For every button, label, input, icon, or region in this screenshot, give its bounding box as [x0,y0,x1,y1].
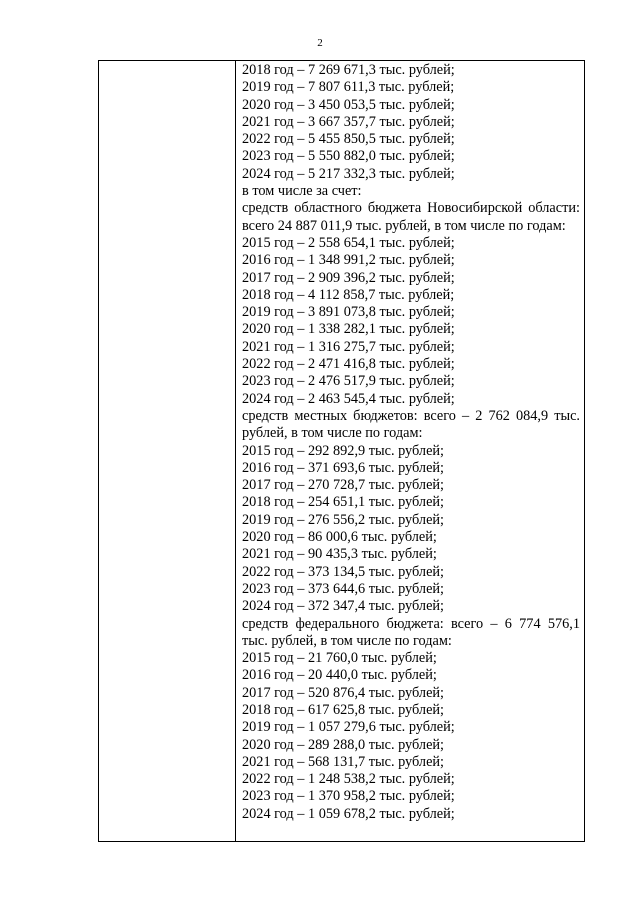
funding-line: 2015 год – 21 760,0 тыс. рублей; [242,650,437,667]
funding-line: 2016 год – 371 693,6 тыс. рублей; [242,459,445,476]
page-number: 2 [317,37,323,49]
funding-paragraph: средств областного бюджета Новосибирской области: всего 24 887 011,9 тыс. рублей, в том числе по годам: [242,200,580,234]
funding-line: 2017 год – 270 728,7 тыс. рублей; [242,477,445,494]
funding-line: 2021 год – 568 131,7 тыс. рублей; [242,753,445,770]
funding-line: 2015 год – 292 892,9 тыс. рублей; [242,442,445,459]
funding-line: 2019 год – 1 057 279,6 тыс. рублей; [242,719,455,736]
funding-line: 2019 год – 276 556,2 тыс. рублей; [242,511,445,528]
funding-line: 2022 год – 2 471 416,8 тыс. рублей; [242,356,455,373]
funding-paragraph: средств местных бюджетов: всего – 2 762 084,9 тыс. рублей, в том числе по годам: [242,407,580,442]
funding-line: 2018 год – 4 112 858,7 тыс. рублей; [242,286,455,303]
funding-line: 2015 год – 2 558 654,1 тыс. рублей; [242,234,455,251]
funding-line: 2024 год – 372 347,4 тыс. рублей; [242,598,445,615]
funding-line: 2019 год – 7 807 611,3 тыс. рублей; [242,79,455,96]
funding-line: 2024 год – 5 217 332,3 тыс. рублей; [242,165,455,182]
table-cell-content [236,61,585,842]
funding-line: 2023 год – 5 550 882,0 тыс. рублей; [242,148,455,165]
funding-line: 2020 год – 86 000,6 тыс. рублей; [242,529,437,546]
funding-line: 2024 год – 2 463 545,4 тыс. рублей; [242,390,455,407]
funding-line: в том числе за счет: [242,183,362,200]
funding-line: 2020 год – 289 288,0 тыс. рублей; [242,736,445,753]
funding-line: 2023 год – 373 644,6 тыс. рублей; [242,580,445,597]
funding-line: 2016 год – 1 348 991,2 тыс. рублей; [242,252,455,269]
funding-line: 2019 год – 3 891 073,8 тыс. рублей; [242,304,455,321]
funding-line: 2018 год – 7 269 671,3 тыс. рублей; [242,62,455,78]
funding-line: 2017 год – 520 876,4 тыс. рублей; [242,684,445,701]
funding-line: 2020 год – 3 450 053,5 тыс. рублей; [242,96,455,113]
funding-line: 2023 год – 2 476 517,9 тыс. рублей; [242,373,455,390]
funding-line: 2021 год – 90 435,3 тыс. рублей; [242,546,437,563]
funding-line: 2018 год – 254 651,1 тыс. рублей; [242,494,445,511]
funding-line: 2022 год – 373 134,5 тыс. рублей; [242,563,445,580]
funding-line: 2024 год – 1 059 678,2 тыс. рублей; [242,805,455,822]
funding-line: 2018 год – 617 625,8 тыс. рублей; [242,701,445,718]
funding-line: 2022 год – 5 455 850,5 тыс. рублей; [242,131,455,148]
table-row [99,61,585,842]
funding-line: 2016 год – 20 440,0 тыс. рублей; [242,667,437,684]
funding-line: 2023 год – 1 370 958,2 тыс. рублей; [242,788,455,805]
funding-line: 2017 год – 2 909 396,2 тыс. рублей; [242,269,455,286]
funding-line: 2021 год – 3 667 357,7 тыс. рублей; [242,113,455,130]
funding-line: 2020 год – 1 338 282,1 тыс. рублей; [242,321,455,338]
table-cell-label [99,61,236,842]
funding-table [98,60,585,842]
funding-line: 2021 год – 1 316 275,7 тыс. рублей; [242,338,455,355]
funding-line: 2022 год – 1 248 538,2 тыс. рублей; [242,771,455,788]
funding-paragraph: средств федерального бюджета: всего – 6 774 576,1 тыс. рублей, в том числе по годам: [242,615,580,649]
